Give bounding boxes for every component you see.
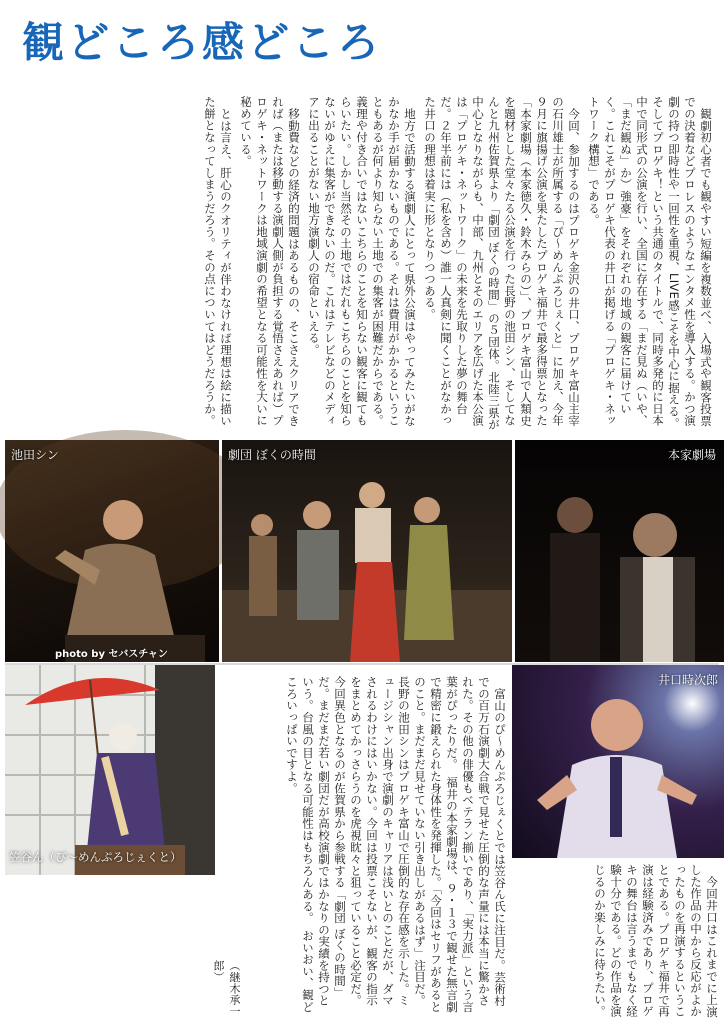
photo-caption: 井口時次郎 (657, 673, 718, 687)
photo-caption: 笠谷ん（ぴ～めんぷろじぇくと） (9, 850, 182, 864)
iguchi-article-body (512, 864, 720, 1020)
paragraph: 地方で活動する演劇人にとって県外公演はやってみたいがなかなか手が届かないものである。それは費用がかかるということもあるが何より知らない土地での集客が困難だからである。義理や付き合いではないこちらのことを知らない観客に観てもらいたい。しかし当然その土地ではだれもこちらのことを知らないがゆえに集客ができないのだ。これはテレビなどのメディアに出ることがない地方演劇人の宿命といえる。 (307, 96, 417, 427)
photo-caption: 劇団 ぼくの時間 (228, 448, 316, 462)
photo-credit: photo by セバスチャン (55, 649, 168, 660)
photo-caption: 池田シン (11, 448, 59, 462)
photo-honke-gekijo (515, 440, 724, 662)
photo-ikeda-shin (5, 440, 219, 662)
speaker-icon (512, 665, 724, 858)
actors-icon (515, 440, 724, 662)
paragraph: 今回、参加するのはプロゲキ金沢の井口、プロゲキ富山主宰の石川雄士が所属する「ぴ～めんぷろじぇくと」に加え、今年９月に旗揚げ公演を果たしたプロゲキ福井で最多得票となった「本家劇場（本家徳久・鈴木みらの）」、プロゲキ富山で人類史を題材とした堂々たる公演を行った長野の池田シン、そしてなんと九州佐賀県より「劇団 ぼくの時間」の５団体。北陸三県が中心となりながらも、中部、九州とそのエリアを広げた本公演は「プロゲキ・ネットワーク」の未来を先取りした夢の舞台だ。２年半前には（私を含め）誰一人真剣に聞くことがなかった井口の理想は着実に形となりつつある。 (423, 96, 581, 431)
photo-gekidan-boku-no-jikan (222, 440, 512, 662)
page-title: 観どころ感どころ (22, 18, 383, 67)
paragraph: 富山のぴ～めんぷろじぇくとでは笠谷ん氏に注目だ。芸術村での百万石演劇大合戦で見せた圧倒的な声量には本当に驚かされた。その他の俳優もベテラン揃いであり、「実力派」という言葉がぴったりだ。 福井の本家劇場は、９・１３で観せた無言劇で精密に鍛えられた身体性を発揮した。「今回はセリフがあるとのこと。まだまだ見せていない引き出しがあるはず」注目だ。 長野の池田シンはプロゲキ富山で圧倒的な存在感を示した。ミュージシャン出身で演劇のキャリアは浅いとのことだが、ダマされるわけにはいかない。今回は投票こそないが、観客の指示をまとめてかっさらうのを虎視眈々と狙っていること必定だ。 今回異色となるのが佐賀県から参戦する「劇団 ぼくの時間」だ。まだまだ若い劇団だが高校演劇ではかなりの実績を持つという。台風の目となる可能性はもちろんある。 おいおい、観どころいっぱいですよ。 (285, 676, 507, 1013)
paragraph: 観劇初心者でも観やすい短編を複数並べ、入場式や観客投票での決着などプロレスのようなエンタメ性を導入する。かつ演劇の持つ即時性や一回性を重視、LIVE感こそを中心に据える。そしてプロゲキ！という共通のタイトルで、同時多発的に日本中で同形式の公演を行い、全国に存在する「まだ見ぬ（いや、「まだ観ぬ」か）強豪」をそれぞれの地域の観客に届けていく。これこそがプロゲキ代表の井口が掲げる「プロゲキ・ネットワーク構想」である。 (587, 96, 713, 429)
paragraph: 今回井口はこれまでに上演した作品の中から反応がよかったものを再演するということである。プロゲキ福井で再演は経験済みであり、プロゲキの舞台は言うまでもなく経験十分である。どの作品を演じるのか楽しみに待ちたい。 (593, 864, 719, 1018)
paragraph: 移動費などの経済的問題はあるものの、そこさえクリアできれば（または移動する演劇人側が負担する覚悟さえあれば）プロゲキ・ネットワークは地域演劇の希望となる可能性を大いに秘めている。 (239, 96, 301, 427)
performer-silhouette-icon (5, 440, 219, 662)
photo-kasane (5, 665, 215, 875)
umbrella-performer-icon (5, 665, 215, 875)
paragraph: とは言え、肝心のクオリティが伴わなければ理想は絵に描いた餅となってしまうだろう。その点についてはどうだろうか。 (203, 96, 233, 427)
photo-caption: 本家劇場 (667, 448, 716, 462)
photo-iguchi-tokijiro (512, 665, 724, 858)
author-credit: （継木承一郎） (212, 960, 241, 1017)
top-article-body (14, 96, 714, 431)
stage-scene-icon (222, 440, 512, 662)
bottom-article-body (222, 676, 508, 1016)
